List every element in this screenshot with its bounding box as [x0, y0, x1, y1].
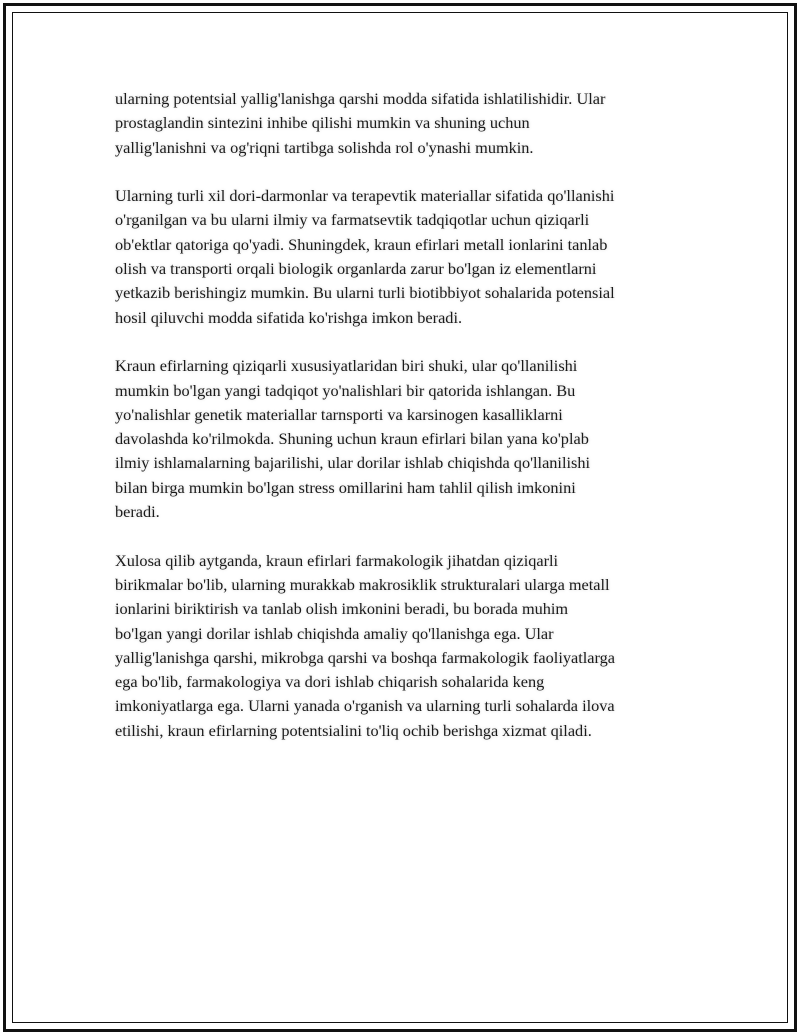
text-line: bo'lgan yangi dorilar ishlab chiqishda amaliy qo'llanishga ega. Ular [115, 623, 554, 643]
text-line: o'rganilgan va bu ularni ilmiy va farmatsevtik tadqiqotlar uchun qiziqarli [115, 210, 590, 230]
document-body [115, 87, 695, 767]
text-line: birikmalar bo'lib, ularning murakkab makrosiklik strukturalari ularga metall [115, 574, 610, 594]
paragraph-1 [115, 87, 695, 160]
text-line: davolashda ko'rilmokda. Shuning uchun kraun efirlari bilan yana ko'plab [115, 429, 589, 449]
paragraph-3 [115, 354, 695, 524]
text-line: yo'nalishlar genetik materiallar tarnsporti va karsinogen kasalliklarni [115, 404, 563, 424]
text-line: Xulosa qilib aytganda, kraun efirlari farmakologik jihatdan qiziqarli [115, 550, 559, 570]
text-line: prostaglandin sintezini inhibe qilishi mumkin va shuning uchun [115, 113, 530, 133]
text-line: mumkin bo'lgan yangi tadqiqot yo'nalishlari bir qatorida ishlangan. Bu [115, 380, 576, 400]
text-line: ionlarini biriktirish va tanlab olish imkonini beradi, bu borada muhim [115, 599, 569, 619]
text-line: beradi. [115, 502, 160, 522]
text-line: ob'ektlar qatoriga qo'yadi. Shuningdek, kraun efirlari metall ionlarini tanlab [115, 234, 608, 254]
text-line: olish va transporti orqali biologik organlarda zarur bo'lgan iz elementlarni [115, 259, 597, 279]
text-line: imkoniyatlarga ega. Ularni yanada o'rganish va ularning turli sohalarda ilova [115, 696, 615, 716]
text-line: yetkazib berishingiz mumkin. Bu ularni turli biotibbiyot sohalarida potensial [115, 283, 615, 303]
text-line: Ularning turli xil dori-darmonlar va terapevtik materiallar sifatida qo'llanishi [115, 186, 615, 206]
text-line: etilishi, kraun efirlarning potentsialini to'liq ochib berishga xizmat qiladi. [115, 720, 592, 740]
text-line: hosil qiluvchi modda sifatida ko'rishga imkon beradi. [115, 307, 463, 327]
text-line: bilan birga mumkin bo'lgan stress omillarini ham tahlil qilish imkonini [115, 477, 576, 497]
text-line: Kraun efirlarning qiziqarli xususiyatlaridan biri shuki, ular qo'llanilishi [115, 356, 578, 376]
paragraph-2 [115, 184, 695, 330]
paragraph-4 [115, 549, 695, 743]
text-line: ega bo'lib, farmakologiya va dori ishlab chiqarish sohalarida keng [115, 672, 545, 692]
text-line: ularning potentsial yallig'lanishga qarshi modda sifatida ishlatilishidir. Ular [115, 89, 606, 108]
text-line: ilmiy ishlamalarning bajarilishi, ular dorilar ishlab chiqishda qo'llanilishi [115, 453, 591, 473]
text-line: yallig'lanishga qarshi, mikrobga qarshi va boshqa farmakologik faoliyatlarga [115, 647, 615, 667]
text-line: yallig'lanishni va og'riqni tartibga solishda rol o'ynashi mumkin. [115, 137, 534, 157]
